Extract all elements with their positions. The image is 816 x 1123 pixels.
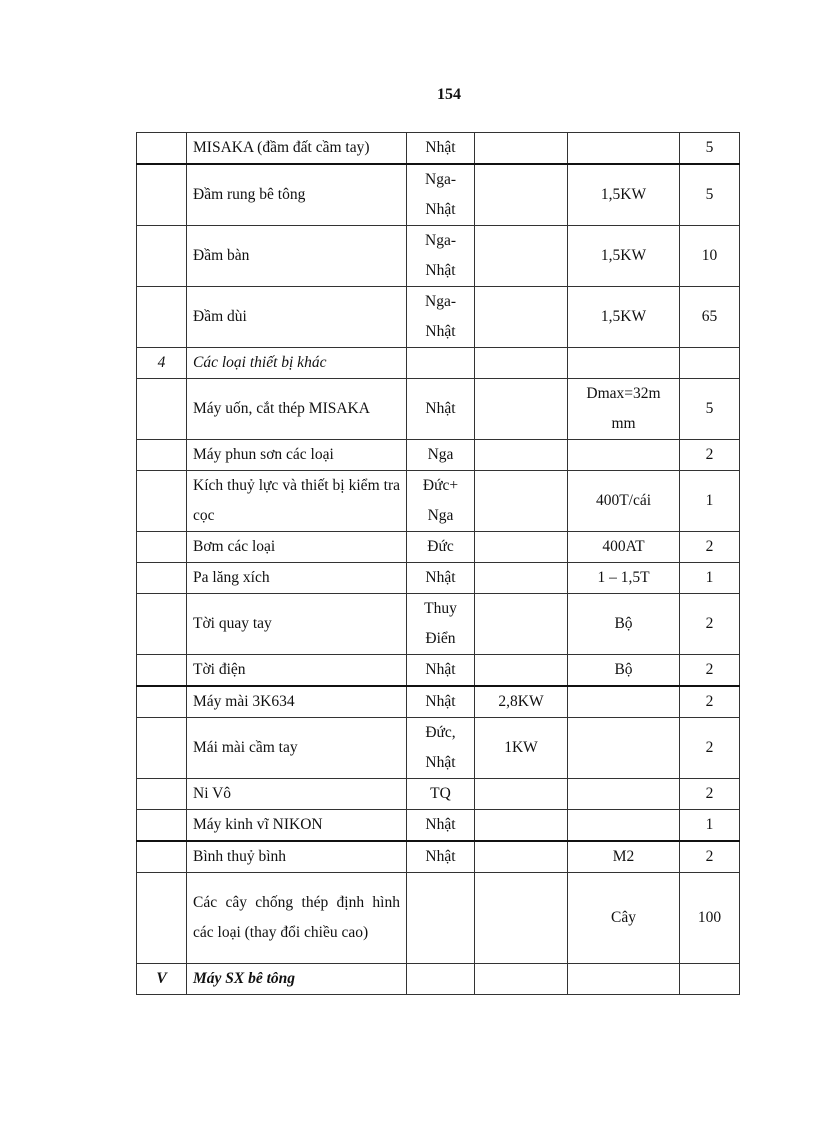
spec-cell bbox=[568, 718, 680, 779]
quantity-cell: 1 bbox=[680, 563, 740, 594]
table-row bbox=[137, 563, 740, 594]
quantity-cell: 2 bbox=[680, 594, 740, 655]
table-row bbox=[137, 532, 740, 563]
row-number-cell bbox=[137, 133, 187, 165]
spec-cell bbox=[568, 440, 680, 471]
row-number-cell bbox=[137, 226, 187, 287]
spec-cell bbox=[568, 810, 680, 842]
spec-cell: Bộ bbox=[568, 594, 680, 655]
power-cell bbox=[475, 594, 568, 655]
quantity-cell: 2 bbox=[680, 779, 740, 810]
table-row bbox=[137, 164, 740, 226]
row-number-cell bbox=[137, 655, 187, 687]
quantity-cell: 2 bbox=[680, 655, 740, 687]
origin-cell bbox=[407, 594, 475, 655]
quantity-cell: 1 bbox=[680, 810, 740, 842]
equipment-name-cell: Máy kinh vĩ NIKON bbox=[187, 810, 407, 842]
origin-cell bbox=[407, 287, 475, 348]
spec-line: mm bbox=[611, 415, 636, 432]
spec-cell: Cây bbox=[568, 873, 680, 964]
origin-cell: Nhật bbox=[407, 686, 475, 718]
power-cell bbox=[475, 873, 568, 964]
spec-cell: 1,5KW bbox=[568, 164, 680, 226]
spec-line: Dmax=32m bbox=[586, 385, 661, 402]
row-number-cell bbox=[137, 594, 187, 655]
origin-line: Đức, bbox=[425, 724, 456, 741]
quantity-cell: 2 bbox=[680, 440, 740, 471]
row-number-cell bbox=[137, 164, 187, 226]
equipment-name-cell: Máy uốn, cắt thép MISAKA bbox=[187, 379, 407, 440]
equipment-name-cell: Tời điện bbox=[187, 655, 407, 687]
spec-cell: 400AT bbox=[568, 532, 680, 563]
section-row bbox=[137, 348, 740, 379]
quantity-cell: 5 bbox=[680, 164, 740, 226]
power-cell bbox=[475, 226, 568, 287]
table-row bbox=[137, 471, 740, 532]
table-row bbox=[137, 779, 740, 810]
row-number-cell bbox=[137, 563, 187, 594]
table-row bbox=[137, 655, 740, 687]
origin-cell bbox=[407, 718, 475, 779]
quantity-cell: 2 bbox=[680, 686, 740, 718]
table-row bbox=[137, 718, 740, 779]
origin-line: Nhật bbox=[425, 754, 456, 771]
quantity-cell: 5 bbox=[680, 133, 740, 165]
equipment-name-cell: Kích thuỷ lực và thiết bị kiểm tra cọc bbox=[187, 471, 407, 532]
quantity-cell: 2 bbox=[680, 718, 740, 779]
spec-cell bbox=[568, 379, 680, 440]
equipment-name-cell: Pa lăng xích bbox=[187, 563, 407, 594]
origin-line: Nga- bbox=[425, 293, 456, 310]
origin-line: Thuy bbox=[424, 600, 457, 617]
spec-cell: 400T/cái bbox=[568, 471, 680, 532]
equipment-table bbox=[136, 132, 740, 995]
page-number: 154 bbox=[437, 86, 461, 103]
origin-line: Nga bbox=[427, 507, 454, 524]
origin-cell bbox=[407, 226, 475, 287]
spec-cell: 1,5KW bbox=[568, 287, 680, 348]
equipment-name-cell: Bơm các loại bbox=[187, 532, 407, 563]
spec-cell bbox=[568, 348, 680, 379]
origin-cell bbox=[407, 164, 475, 226]
quantity-cell bbox=[680, 348, 740, 379]
table-row bbox=[137, 379, 740, 440]
equipment-name-cell: Đầm rung bê tông bbox=[187, 164, 407, 226]
origin-cell: Nhật bbox=[407, 810, 475, 842]
origin-line: Nga- bbox=[425, 232, 456, 249]
origin-cell bbox=[407, 964, 475, 995]
spec-cell: M2 bbox=[568, 841, 680, 873]
origin-cell bbox=[407, 348, 475, 379]
quantity-cell: 100 bbox=[680, 873, 740, 964]
power-cell bbox=[475, 287, 568, 348]
power-cell bbox=[475, 379, 568, 440]
equipment-name-cell: Tời quay tay bbox=[187, 594, 407, 655]
equipment-name-cell: Mái mài cầm tay bbox=[187, 718, 407, 779]
origin-line: Nhật bbox=[425, 262, 456, 279]
equipment-name-cell: Đầm dùi bbox=[187, 287, 407, 348]
equipment-name-cell: Đầm bàn bbox=[187, 226, 407, 287]
row-number-cell bbox=[137, 471, 187, 532]
origin-cell bbox=[407, 471, 475, 532]
equipment-name-cell: Máy phun sơn các loại bbox=[187, 440, 407, 471]
spec-cell: 1,5KW bbox=[568, 226, 680, 287]
table-row bbox=[137, 686, 740, 718]
power-cell bbox=[475, 655, 568, 687]
quantity-cell: 5 bbox=[680, 379, 740, 440]
row-number-cell bbox=[137, 532, 187, 563]
section-title-cell: Các loại thiết bị khác bbox=[187, 348, 407, 379]
origin-line: Nhật bbox=[425, 323, 456, 340]
power-cell bbox=[475, 779, 568, 810]
table-row bbox=[137, 133, 740, 165]
origin-line: Nhật bbox=[425, 201, 456, 218]
power-cell bbox=[475, 471, 568, 532]
row-number-cell bbox=[137, 779, 187, 810]
quantity-cell: 1 bbox=[680, 471, 740, 532]
power-cell bbox=[475, 348, 568, 379]
power-cell bbox=[475, 964, 568, 995]
power-cell bbox=[475, 133, 568, 165]
power-cell: 2,8KW bbox=[475, 686, 568, 718]
quantity-cell: 65 bbox=[680, 287, 740, 348]
table-row bbox=[137, 841, 740, 873]
equipment-name-cell: Các cây chống thép định hình các loại (thay đổi chiều cao) bbox=[187, 873, 407, 964]
section-title-cell: Máy SX bê tông bbox=[187, 964, 407, 995]
section-row bbox=[137, 964, 740, 995]
power-cell bbox=[475, 841, 568, 873]
row-number-cell bbox=[137, 379, 187, 440]
quantity-cell bbox=[680, 964, 740, 995]
power-cell bbox=[475, 440, 568, 471]
equipment-name-cell: Ni Vô bbox=[187, 779, 407, 810]
origin-line: Nga- bbox=[425, 171, 456, 188]
row-number-cell bbox=[137, 810, 187, 842]
spec-cell bbox=[568, 686, 680, 718]
power-cell: 1KW bbox=[475, 718, 568, 779]
origin-cell: Nhật bbox=[407, 379, 475, 440]
quantity-cell: 2 bbox=[680, 532, 740, 563]
power-cell bbox=[475, 532, 568, 563]
spec-cell bbox=[568, 779, 680, 810]
table-row bbox=[137, 810, 740, 842]
equipment-name-cell: MISAKA (đầm đất cầm tay) bbox=[187, 133, 407, 165]
origin-cell: Nhật bbox=[407, 841, 475, 873]
row-number-cell bbox=[137, 287, 187, 348]
power-cell bbox=[475, 164, 568, 226]
power-cell bbox=[475, 810, 568, 842]
section-number-cell: V bbox=[137, 964, 187, 995]
origin-line: Điển bbox=[425, 630, 456, 647]
row-number-cell bbox=[137, 718, 187, 779]
origin-cell: TQ bbox=[407, 779, 475, 810]
row-number-cell bbox=[137, 873, 187, 964]
spec-cell bbox=[568, 964, 680, 995]
equipment-table-body bbox=[137, 133, 740, 995]
equipment-name-cell: Bình thuỷ bình bbox=[187, 841, 407, 873]
row-number-cell bbox=[137, 686, 187, 718]
section-number-cell: 4 bbox=[137, 348, 187, 379]
quantity-cell: 2 bbox=[680, 841, 740, 873]
equipment-name-cell: Máy mài 3K634 bbox=[187, 686, 407, 718]
origin-cell: Nhật bbox=[407, 563, 475, 594]
spec-cell: 1 – 1,5T bbox=[568, 563, 680, 594]
table-row bbox=[137, 226, 740, 287]
origin-cell bbox=[407, 873, 475, 964]
origin-cell: Nhật bbox=[407, 655, 475, 687]
spec-cell: Bộ bbox=[568, 655, 680, 687]
spec-cell bbox=[568, 133, 680, 165]
power-cell bbox=[475, 563, 568, 594]
origin-cell: Nhật bbox=[407, 133, 475, 165]
table-row bbox=[137, 440, 740, 471]
origin-cell: Nga bbox=[407, 440, 475, 471]
origin-cell: Đức bbox=[407, 532, 475, 563]
quantity-cell: 10 bbox=[680, 226, 740, 287]
table-row bbox=[137, 873, 740, 964]
table-row bbox=[137, 287, 740, 348]
row-number-cell bbox=[137, 841, 187, 873]
table-row bbox=[137, 594, 740, 655]
origin-line: Đức+ bbox=[422, 477, 459, 494]
row-number-cell bbox=[137, 440, 187, 471]
